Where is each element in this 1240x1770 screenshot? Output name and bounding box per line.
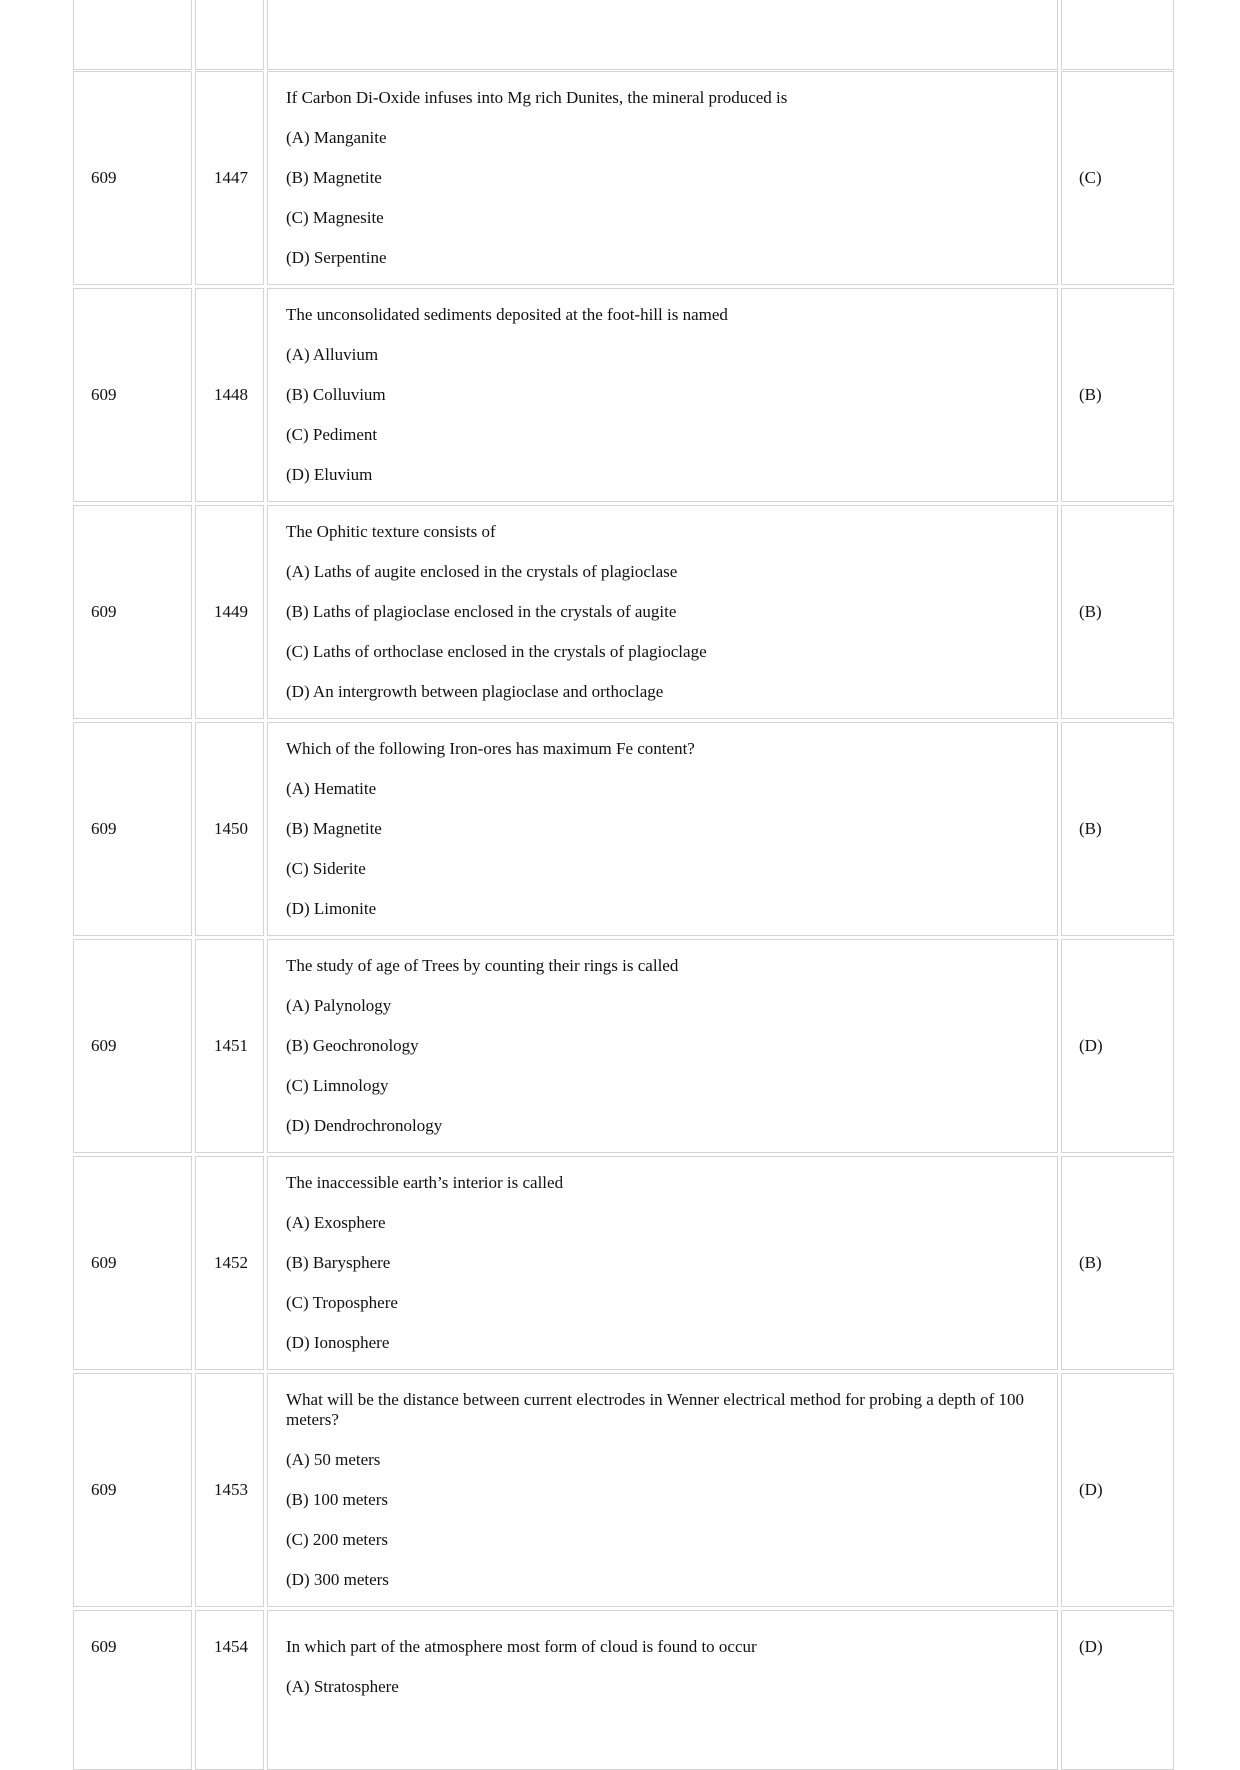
answer-cell <box>1061 0 1174 70</box>
option-c: (C) Laths of orthoclase enclosed in the crystals of plagioclage <box>286 642 707 661</box>
question-number: 1450 <box>214 819 248 838</box>
option-a: (A) Stratosphere <box>286 1677 399 1696</box>
table-row-partial <box>73 0 1170 70</box>
table-row <box>73 288 1170 502</box>
set-number: 609 <box>91 385 117 404</box>
option-a: (A) 50 meters <box>286 1450 381 1469</box>
question-number: 1448 <box>214 385 248 404</box>
answer-cell <box>1061 1373 1174 1607</box>
question-number: 1447 <box>214 168 248 187</box>
answer-value: (D) <box>1079 1637 1103 1656</box>
table-row <box>73 71 1170 285</box>
option-a: (A) Manganite <box>286 128 387 147</box>
question-number: 1454 <box>214 1637 248 1656</box>
qno-cell <box>195 1156 264 1370</box>
table-row <box>73 1610 1170 1770</box>
option-b: (B) 100 meters <box>286 1490 388 1509</box>
set-number: 609 <box>91 1036 117 1055</box>
option-a: (A) Hematite <box>286 779 377 798</box>
answer-cell <box>1061 288 1174 502</box>
question-text: The inaccessible earth’s interior is called <box>286 1173 564 1192</box>
set-number: 609 <box>91 819 117 838</box>
option-d: (D) Ionosphere <box>286 1333 390 1352</box>
set-cell <box>73 939 192 1153</box>
option-c: (C) Pediment <box>286 425 378 444</box>
answer-value: (B) <box>1079 819 1102 838</box>
question-number: 1453 <box>214 1480 248 1499</box>
option-d: (D) Eluvium <box>286 465 373 484</box>
set-cell <box>73 1373 192 1607</box>
qno-cell <box>195 939 264 1153</box>
answer-cell <box>1061 1156 1174 1370</box>
set-cell <box>73 0 192 70</box>
answer-value: (D) <box>1079 1480 1103 1499</box>
set-cell <box>73 722 192 936</box>
answer-cell <box>1061 505 1174 719</box>
set-number: 609 <box>91 602 117 621</box>
table-row <box>73 505 1170 719</box>
answer-cell <box>1061 71 1174 285</box>
answer-cell <box>1061 722 1174 936</box>
qno-cell <box>195 1373 264 1607</box>
table-row <box>73 939 1170 1153</box>
qno-cell <box>195 0 264 70</box>
option-c: (C) 200 meters <box>286 1530 388 1549</box>
option-b: (B) Magnetite <box>286 168 382 187</box>
qno-cell <box>195 288 264 502</box>
table-row <box>73 1373 1170 1607</box>
option-a: (A) Laths of augite enclosed in the crystals of plagioclase <box>286 562 678 581</box>
question-number: 1449 <box>214 602 248 621</box>
option-b: (B) Geochronology <box>286 1036 419 1055</box>
option-d: (D) Limonite <box>286 899 377 918</box>
question-cell <box>267 939 1058 1153</box>
question-number: 1452 <box>214 1253 248 1272</box>
option-b: (B) Magnetite <box>286 819 382 838</box>
question-text: The study of age of Trees by counting their rings is called <box>286 956 679 975</box>
question-cell <box>267 722 1058 936</box>
option-a: (A) Alluvium <box>286 345 379 364</box>
question-cell <box>267 0 1058 70</box>
set-cell <box>73 1156 192 1370</box>
set-cell <box>73 1610 192 1770</box>
set-number: 609 <box>91 1637 117 1656</box>
option-d: (D) Dendrochronology <box>286 1116 443 1135</box>
question-cell <box>267 1156 1058 1370</box>
qno-cell <box>195 722 264 936</box>
option-c: (C) Troposphere <box>286 1293 398 1312</box>
option-d: (D) An intergrowth between plagioclase and orthoclage <box>286 682 664 701</box>
option-d: (D) 300 meters <box>286 1570 389 1589</box>
option-a: (A) Exosphere <box>286 1213 386 1232</box>
option-b: (B) Laths of plagioclase enclosed in the crystals of augite <box>286 602 677 621</box>
option-c: (C) Limnology <box>286 1076 389 1095</box>
set-number: 609 <box>91 1480 117 1499</box>
option-b: (B) Barysphere <box>286 1253 391 1272</box>
set-cell <box>73 505 192 719</box>
answer-value: (B) <box>1079 385 1102 404</box>
question-cell <box>267 1373 1058 1607</box>
answer-cell <box>1061 1610 1174 1770</box>
question-text: Which of the following Iron-ores has maximum Fe content? <box>286 739 695 758</box>
question-text: The Ophitic texture consists of <box>286 522 496 541</box>
table-row <box>73 1156 1170 1370</box>
option-d: (D) Serpentine <box>286 248 387 267</box>
set-number: 609 <box>91 168 117 187</box>
answer-value: (D) <box>1079 1036 1103 1055</box>
question-text: In which part of the atmosphere most form of cloud is found to occur <box>286 1637 757 1656</box>
question-cell <box>267 1610 1058 1770</box>
set-number: 609 <box>91 1253 117 1272</box>
option-c: (C) Magnesite <box>286 208 384 227</box>
question-cell <box>267 505 1058 719</box>
question-text: What will be the distance between current electrodes in Wenner electrical method for probing a depth of 100 meters? <box>286 1390 1025 1429</box>
qno-cell <box>195 1610 264 1770</box>
question-number: 1451 <box>214 1036 248 1055</box>
answer-value: (C) <box>1079 168 1102 187</box>
option-a: (A) Palynology <box>286 996 392 1015</box>
qno-cell <box>195 505 264 719</box>
set-cell <box>73 288 192 502</box>
question-text: If Carbon Di-Oxide infuses into Mg rich Dunites, the mineral produced is <box>286 88 788 107</box>
table-row <box>73 722 1170 936</box>
option-b: (B) Colluvium <box>286 385 386 404</box>
answer-cell <box>1061 939 1174 1153</box>
answer-value: (B) <box>1079 602 1102 621</box>
qno-cell <box>195 71 264 285</box>
question-cell <box>267 288 1058 502</box>
answer-value: (B) <box>1079 1253 1102 1272</box>
set-cell <box>73 71 192 285</box>
question-text: The unconsolidated sediments deposited at the foot-hill is named <box>286 305 728 324</box>
question-cell <box>267 71 1058 285</box>
option-c: (C) Siderite <box>286 859 366 878</box>
